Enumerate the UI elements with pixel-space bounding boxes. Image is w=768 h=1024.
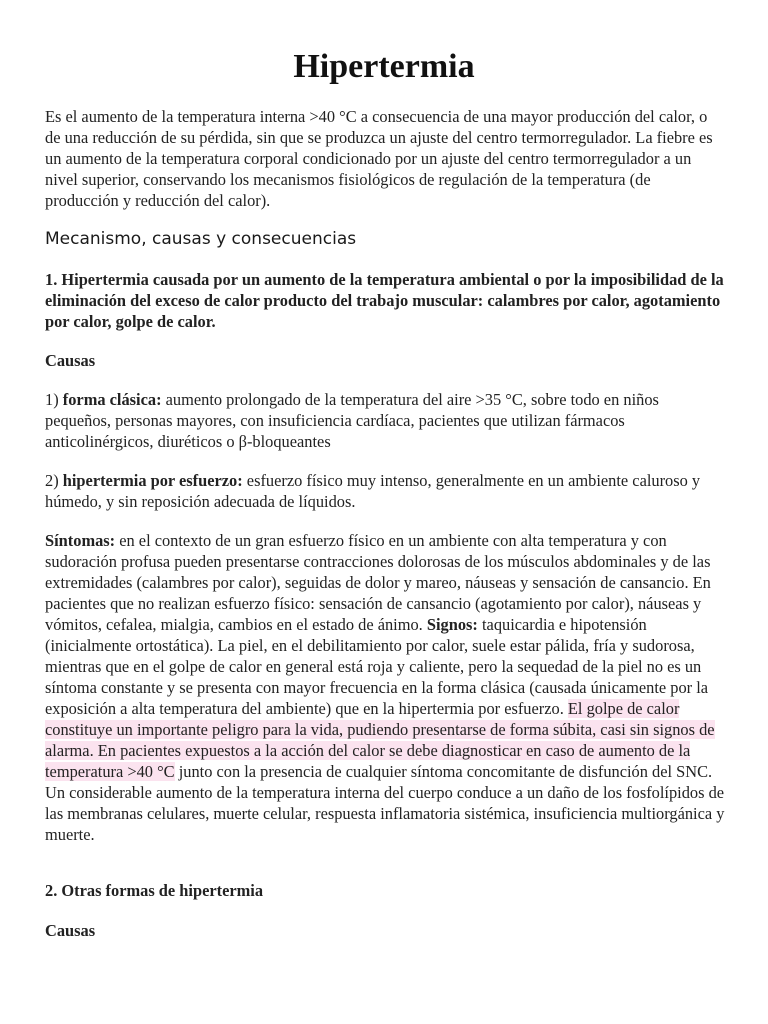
sintomas-paragraph [45,530,725,845]
forma-clasica-term: forma clásica: [62,390,162,409]
sintomas-term: Síntomas: [45,531,116,550]
section-heading: Mecanismo, causas y consecuencias [45,229,357,249]
causas-label-1: Causas [45,351,96,370]
signos-text: taquicardia e hipotensión (inicialmente ortostática). La piel, en el debilitamiento por calor, suele estar pálida, fría y sudorosa, mientras que en el golpe de calor en general está roja y caliente, pero la sequedad de la piel no es un síntoma constante y se presenta con mayor frecuencia en la forma clásica (causada únicamente por la exposición a alta temperatura del ambiente) que en la hipertermia por esfuerzo. [45,615,709,718]
sintomas-closing-text: junto con la presencia de cualquier síntoma concomitante de disfunción del SNC. Un considerable aumento de la temperatura interna del cuerpo conduce a un daño de los fosfolípidos de las membranas celulares, muerte celular, respuesta inflamatoria sistémica, insuficiencia multiorgánica y muerte. [45,762,725,844]
signos-term: Signos: [426,615,478,634]
forma-clasica-text: aumento prolongado de la temperatura del aire >35 °C, sobre todo en niños pequeños, personas mayores, con insuficiencia cardíaca, pacientes que utilizan fármacos anticolinérgicos, diuréticos o β-bloqueantes [45,390,659,451]
subsection-heading-1: 1. Hipertermia causada por un aumento de la temperatura ambiental o por la imposibilidad de la eliminación del exceso de calor producto del trabajo muscular: calambres por calor, agotamiento por calor, golpe de calor. [45,270,724,331]
intro-paragraph: Es el aumento de la temperatura interna >40 °C a consecuencia de una mayor producción del calor, o de una reducción de su pérdida, sin que se produzca un ajuste del centro termorregulador. La fiebre es un aumento de la temperatura corporal condicionado por un ajuste del centro termorregulador a un nivel superior, conservando los mecanismos fisiológicos de regulación de la temperatura (de producción y reducción del calor). [45,107,713,210]
sintomas-text: en el contexto de un gran esfuerzo físico en un ambiente con alta temperatura y con sudoración profusa pueden presentarse contracciones dolorosas de los músculos abdominales y de las extremidades (calambres por calor), seguidas de dolor y mareo, náuseas y sensación de cansancio. En pacientes que no realizan esfuerzo físico: sensación de cansancio (agotamiento por calor), náuseas y vómitos, cefalea, mialgia, cambios en el estado de ánimo. [45,531,711,634]
forma-clasica-paragraph [45,389,725,452]
hipertermia-esfuerzo-text: esfuerzo físico muy intenso, generalmente en un ambiente caluroso y húmedo, y sin reposición adecuada de líquidos. [45,471,701,511]
list-number: 2) [45,471,63,490]
page-title: Hipertermia [293,48,475,85]
subsection-heading-2: 2. Otras formas de hipertermia [45,881,264,900]
hipertermia-esfuerzo-term: hipertermia por esfuerzo: [62,471,243,490]
causas-label-2: Causas [45,921,96,940]
list-number: 1) [45,390,63,409]
highlighted-warning-text: El golpe de calor constituye un importante peligro para la vida, pudiendo presentarse de forma súbita, casi sin signos de alarma. En pacientes expuestos a la acción del calor se debe diagnosticar en caso de aumento de la temperatura >40 °C [45,699,715,781]
hipertermia-esfuerzo-paragraph [45,470,725,512]
